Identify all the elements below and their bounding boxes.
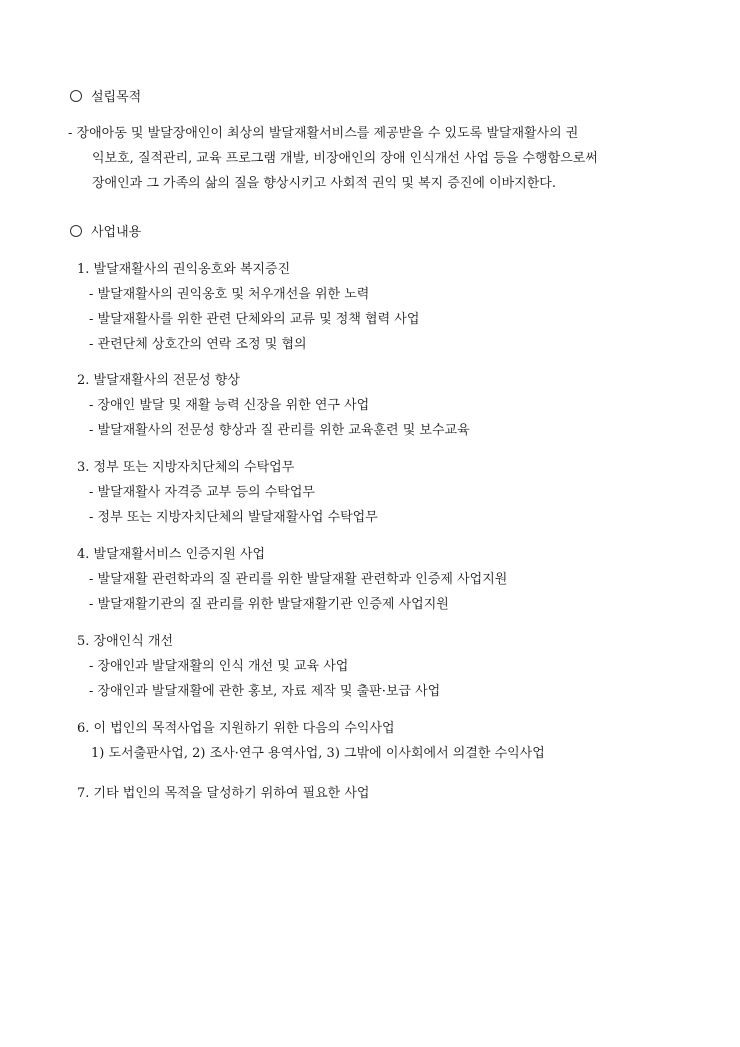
business-item-5-title: 5. 장애인식 개선	[77, 634, 174, 649]
circle-bullet-icon	[70, 225, 82, 237]
business-item-5-sub-1: - 장애인과 발달재활의 인식 개선 및 교육 사업	[89, 659, 349, 674]
business-item-1-sub-2: - 발달재활사를 위한 관련 단체와의 교류 및 정책 협력 사업	[89, 312, 420, 327]
business-item-4-sub-2: - 발달재활기관의 질 관리를 위한 발달재활기관 인증제 사업지원	[89, 597, 449, 612]
purpose-line-1: - 장애아동 및 발달장애인이 최상의 발달재활서비스를 제공받을 수 있도록 발달재활사의 권	[68, 126, 579, 141]
business-item-3-title: 3. 정부 또는 지방자치단체의 수탁업무	[77, 460, 295, 475]
business-item-6-sub-1: 1) 도서출판사업, 2) 조사·연구 용역사업, 3) 그밖에 이사회에서 의결한 수익사업	[91, 746, 545, 761]
purpose-title: 설립목적	[91, 90, 142, 105]
business-item-1-sub-3: - 관련단체 상호간의 연락 조정 및 협의	[89, 337, 307, 352]
business-item-3-sub-2: - 정부 또는 지방자치단체의 발달재활사업 수탁업무	[89, 510, 378, 525]
business-item-2-sub-1: - 장애인 발달 및 재활 능력 신장을 위한 연구 사업	[89, 398, 370, 413]
business-item-1-sub-1: - 발달재활사의 권익옹호 및 처우개선을 위한 노력	[89, 287, 370, 302]
business-item-4-title: 4. 발달재활서비스 인증지원 사업	[77, 547, 266, 562]
business-item-5-sub-2: - 장애인과 발달재활에 관한 홍보, 자료 제작 및 출판·보급 사업	[89, 684, 441, 699]
purpose-heading	[70, 90, 141, 106]
business-item-2-title: 2. 발달재활사의 전문성 향상	[77, 373, 240, 388]
business-title: 사업내용	[91, 225, 142, 240]
purpose-line-2: 익보호, 질적관리, 교육 프로그램 개발, 비장애인의 장애 인식개선 사업 등을 수행함으로써	[92, 151, 598, 166]
business-item-4-sub-1: - 발달재활 관련학과의 질 관리를 위한 발달재활 관련학과 인증제 사업지원	[89, 572, 508, 587]
purpose-line-3: 장애인과 그 가족의 삶의 질을 향상시키고 사회적 권익 및 복지 증진에 이바지한다.	[92, 176, 557, 191]
business-heading	[70, 225, 141, 241]
business-item-1-title: 1. 발달재활사의 권익옹호와 복지증진	[77, 262, 291, 277]
circle-bullet-icon	[70, 90, 82, 102]
business-item-2-sub-2: - 발달재활사의 전문성 향상과 질 관리를 위한 교육훈련 및 보수교육	[89, 423, 470, 438]
business-item-3-sub-1: - 발달재활사 자격증 교부 등의 수탁업무	[89, 485, 315, 500]
business-item-6-title: 6. 이 법인의 목적사업을 지원하기 위한 다음의 수익사업	[77, 721, 395, 736]
business-item-7-title: 7. 기타 법인의 목적을 달성하기 위하여 필요한 사업	[77, 786, 370, 801]
